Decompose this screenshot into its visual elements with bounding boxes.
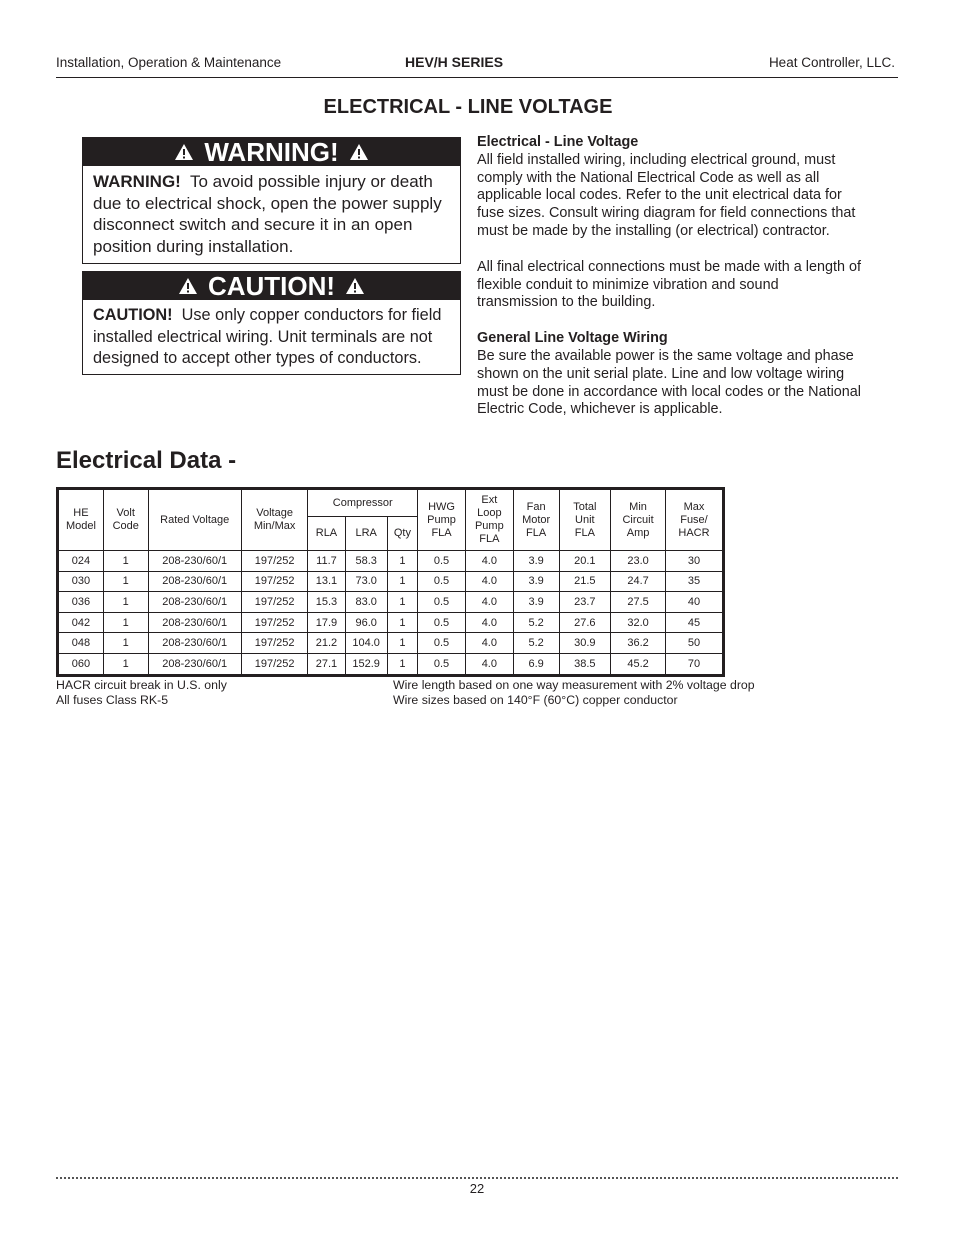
col-header-compressor: Compressor bbox=[308, 489, 418, 517]
table-row bbox=[58, 592, 724, 613]
warning-triangle-icon bbox=[349, 143, 369, 161]
cell-rla: 11.7 bbox=[308, 551, 345, 572]
cell-max-fuse: 40 bbox=[665, 592, 723, 613]
warning-triangle-icon bbox=[178, 277, 198, 295]
notes-right bbox=[393, 678, 755, 708]
cell-rated-voltage: 208-230/60/1 bbox=[148, 633, 241, 654]
warning-heading-text: WARNING! bbox=[204, 136, 339, 167]
caution-heading-text: CAUTION! bbox=[207, 270, 336, 301]
cell-min-circuit: 23.0 bbox=[611, 551, 666, 572]
col-header-qty: Qty bbox=[387, 517, 417, 551]
cell-rla: 13.1 bbox=[308, 571, 345, 592]
cell-hwg: 0.5 bbox=[418, 653, 466, 675]
note-wire-size: Wire sizes based on 140°F (60°C) copper conductor bbox=[393, 693, 678, 707]
warning-triangle-icon bbox=[174, 143, 194, 161]
col-header-total-unit: Total Unit FLA bbox=[559, 489, 611, 551]
note-wire-length: Wire length based on one way measurement with 2% voltage drop bbox=[393, 678, 755, 692]
col-header-volt-code: Volt Code bbox=[103, 489, 148, 551]
general-wiring-heading: General Line Voltage Wiring bbox=[477, 330, 668, 347]
cell-rated-voltage: 208-230/60/1 bbox=[148, 551, 241, 572]
cell-lra: 83.0 bbox=[345, 592, 387, 613]
warning-heading bbox=[83, 138, 460, 166]
cell-voltage-minmax: 197/252 bbox=[241, 551, 308, 572]
col-header-ext-loop-pump: Ext Loop Pump FLA bbox=[465, 489, 513, 551]
table-row bbox=[58, 612, 724, 633]
cell-qty: 1 bbox=[387, 612, 417, 633]
electrical-data-title: Electrical Data - bbox=[56, 447, 237, 474]
cell-rla: 21.2 bbox=[308, 633, 345, 654]
cell-qty: 1 bbox=[387, 551, 417, 572]
cell-voltage-minmax: 197/252 bbox=[241, 592, 308, 613]
cell-volt-code: 1 bbox=[103, 653, 148, 675]
cell-ext-loop: 4.0 bbox=[465, 551, 513, 572]
cell-fan: 3.9 bbox=[513, 592, 559, 613]
table-row bbox=[58, 551, 724, 572]
caution-lead: CAUTION! bbox=[93, 306, 173, 324]
page-number: 22 bbox=[469, 1181, 485, 1196]
cell-he-model: 042 bbox=[58, 612, 104, 633]
cell-volt-code: 1 bbox=[103, 551, 148, 572]
cell-max-fuse: 50 bbox=[665, 633, 723, 654]
header-series: HEV/H SERIES bbox=[405, 54, 504, 70]
cell-voltage-minmax: 197/252 bbox=[241, 653, 308, 675]
cell-qty: 1 bbox=[387, 633, 417, 654]
cell-total: 21.5 bbox=[559, 571, 611, 592]
cell-lra: 73.0 bbox=[345, 571, 387, 592]
warning-body bbox=[83, 166, 460, 257]
cell-ext-loop: 4.0 bbox=[465, 571, 513, 592]
cell-min-circuit: 24.7 bbox=[611, 571, 666, 592]
cell-ext-loop: 4.0 bbox=[465, 633, 513, 654]
line-voltage-paragraph-1: All field installed wiring, including electrical ground, must comply with the National Electrical Code as well as all applicable local codes. Refer to the unit electrical data for fuse sizes. Consult wiring diagram for field connections that must be made by the installing (or electrical) contractor. bbox=[477, 151, 856, 239]
line-voltage-heading: Electrical - Line Voltage bbox=[477, 134, 639, 150]
note-fuses: All fuses Class RK-5 bbox=[56, 693, 169, 707]
cell-ext-loop: 4.0 bbox=[465, 653, 513, 675]
cell-hwg: 0.5 bbox=[418, 551, 466, 572]
table-row bbox=[58, 633, 724, 654]
cell-min-circuit: 36.2 bbox=[611, 633, 666, 654]
cell-min-circuit: 32.0 bbox=[611, 612, 666, 633]
warning-triangle-icon bbox=[345, 277, 365, 295]
cell-fan: 3.9 bbox=[513, 551, 559, 572]
line-voltage-text bbox=[477, 134, 862, 437]
cell-qty: 1 bbox=[387, 571, 417, 592]
cell-volt-code: 1 bbox=[103, 571, 148, 592]
cell-voltage-minmax: 197/252 bbox=[241, 571, 308, 592]
line-voltage-paragraph-2: All final electrical connections must be made with a length of flexible conduit to minimize vibration and sound transmission to the building. bbox=[477, 258, 861, 311]
caution-heading bbox=[83, 272, 460, 300]
cell-lra: 104.0 bbox=[345, 633, 387, 654]
col-header-he-model: HE Model bbox=[58, 489, 104, 551]
cell-rla: 27.1 bbox=[308, 653, 345, 675]
col-header-lra: LRA bbox=[345, 517, 387, 551]
cell-lra: 152.9 bbox=[345, 653, 387, 675]
cell-ext-loop: 4.0 bbox=[465, 592, 513, 613]
cell-hwg: 0.5 bbox=[418, 571, 466, 592]
cell-fan: 6.9 bbox=[513, 653, 559, 675]
col-header-min-circuit: Min Circuit Amp bbox=[611, 489, 666, 551]
cell-total: 27.6 bbox=[559, 612, 611, 633]
electrical-data-table bbox=[56, 487, 725, 677]
cell-rated-voltage: 208-230/60/1 bbox=[148, 612, 241, 633]
header-left: Installation, Operation & Maintenance bbox=[56, 55, 282, 70]
cell-max-fuse: 70 bbox=[665, 653, 723, 675]
warning-lead: WARNING! bbox=[93, 172, 181, 191]
col-header-fan-motor: Fan Motor FLA bbox=[513, 489, 559, 551]
cell-rla: 17.9 bbox=[308, 612, 345, 633]
col-header-hwg-pump: HWG Pump FLA bbox=[418, 489, 466, 551]
cell-rla: 15.3 bbox=[308, 592, 345, 613]
cell-total: 38.5 bbox=[559, 653, 611, 675]
notes-left bbox=[56, 678, 227, 708]
cell-qty: 1 bbox=[387, 592, 417, 613]
general-wiring-paragraph: Be sure the available power is the same voltage and phase shown on the unit serial plate. Line and low voltage wiring must be done in accordance with local codes or the National Electric Code, whichever is applicable. bbox=[477, 347, 861, 418]
col-header-rated-voltage: Rated Voltage bbox=[148, 489, 241, 551]
table-row bbox=[58, 571, 724, 592]
caution-box bbox=[82, 271, 461, 375]
cell-max-fuse: 30 bbox=[665, 551, 723, 572]
header-company: Heat Controller, LLC. bbox=[768, 55, 895, 70]
cell-lra: 96.0 bbox=[345, 612, 387, 633]
cell-he-model: 048 bbox=[58, 633, 104, 654]
footer-rule bbox=[56, 1177, 898, 1179]
cell-fan: 5.2 bbox=[513, 633, 559, 654]
cell-hwg: 0.5 bbox=[418, 612, 466, 633]
cell-min-circuit: 27.5 bbox=[611, 592, 666, 613]
cell-total: 20.1 bbox=[559, 551, 611, 572]
cell-ext-loop: 4.0 bbox=[465, 612, 513, 633]
cell-max-fuse: 35 bbox=[665, 571, 723, 592]
cell-volt-code: 1 bbox=[103, 633, 148, 654]
cell-qty: 1 bbox=[387, 653, 417, 675]
warning-text: To avoid possible injury or death due to electrical shock, open the power supply disconnect switch and secure it in an open position during installation. bbox=[93, 172, 442, 256]
table-row bbox=[58, 653, 724, 675]
cell-fan: 3.9 bbox=[513, 571, 559, 592]
cell-total: 30.9 bbox=[559, 633, 611, 654]
col-header-voltage-minmax: Voltage Min/Max bbox=[241, 489, 308, 551]
caution-text: Use only copper conductors for field installed electrical wiring. Unit terminals are not designed to accept other types of conductors. bbox=[93, 306, 442, 367]
col-header-rla: RLA bbox=[308, 517, 345, 551]
cell-max-fuse: 45 bbox=[665, 612, 723, 633]
cell-voltage-minmax: 197/252 bbox=[241, 633, 308, 654]
section-title: ELECTRICAL - LINE VOLTAGE bbox=[323, 96, 613, 118]
cell-fan: 5.2 bbox=[513, 612, 559, 633]
cell-voltage-minmax: 197/252 bbox=[241, 612, 308, 633]
cell-volt-code: 1 bbox=[103, 612, 148, 633]
cell-he-model: 030 bbox=[58, 571, 104, 592]
cell-lra: 58.3 bbox=[345, 551, 387, 572]
cell-he-model: 060 bbox=[58, 653, 104, 675]
cell-rated-voltage: 208-230/60/1 bbox=[148, 592, 241, 613]
cell-hwg: 0.5 bbox=[418, 592, 466, 613]
cell-he-model: 024 bbox=[58, 551, 104, 572]
warning-box bbox=[82, 137, 461, 264]
cell-total: 23.7 bbox=[559, 592, 611, 613]
header-rule bbox=[56, 77, 898, 78]
cell-he-model: 036 bbox=[58, 592, 104, 613]
cell-rated-voltage: 208-230/60/1 bbox=[148, 653, 241, 675]
cell-rated-voltage: 208-230/60/1 bbox=[148, 571, 241, 592]
note-hacr: HACR circuit break in U.S. only bbox=[56, 678, 227, 692]
caution-body bbox=[83, 300, 460, 370]
cell-volt-code: 1 bbox=[103, 592, 148, 613]
col-header-max-fuse: Max Fuse/ HACR bbox=[665, 489, 723, 551]
cell-hwg: 0.5 bbox=[418, 633, 466, 654]
cell-min-circuit: 45.2 bbox=[611, 653, 666, 675]
